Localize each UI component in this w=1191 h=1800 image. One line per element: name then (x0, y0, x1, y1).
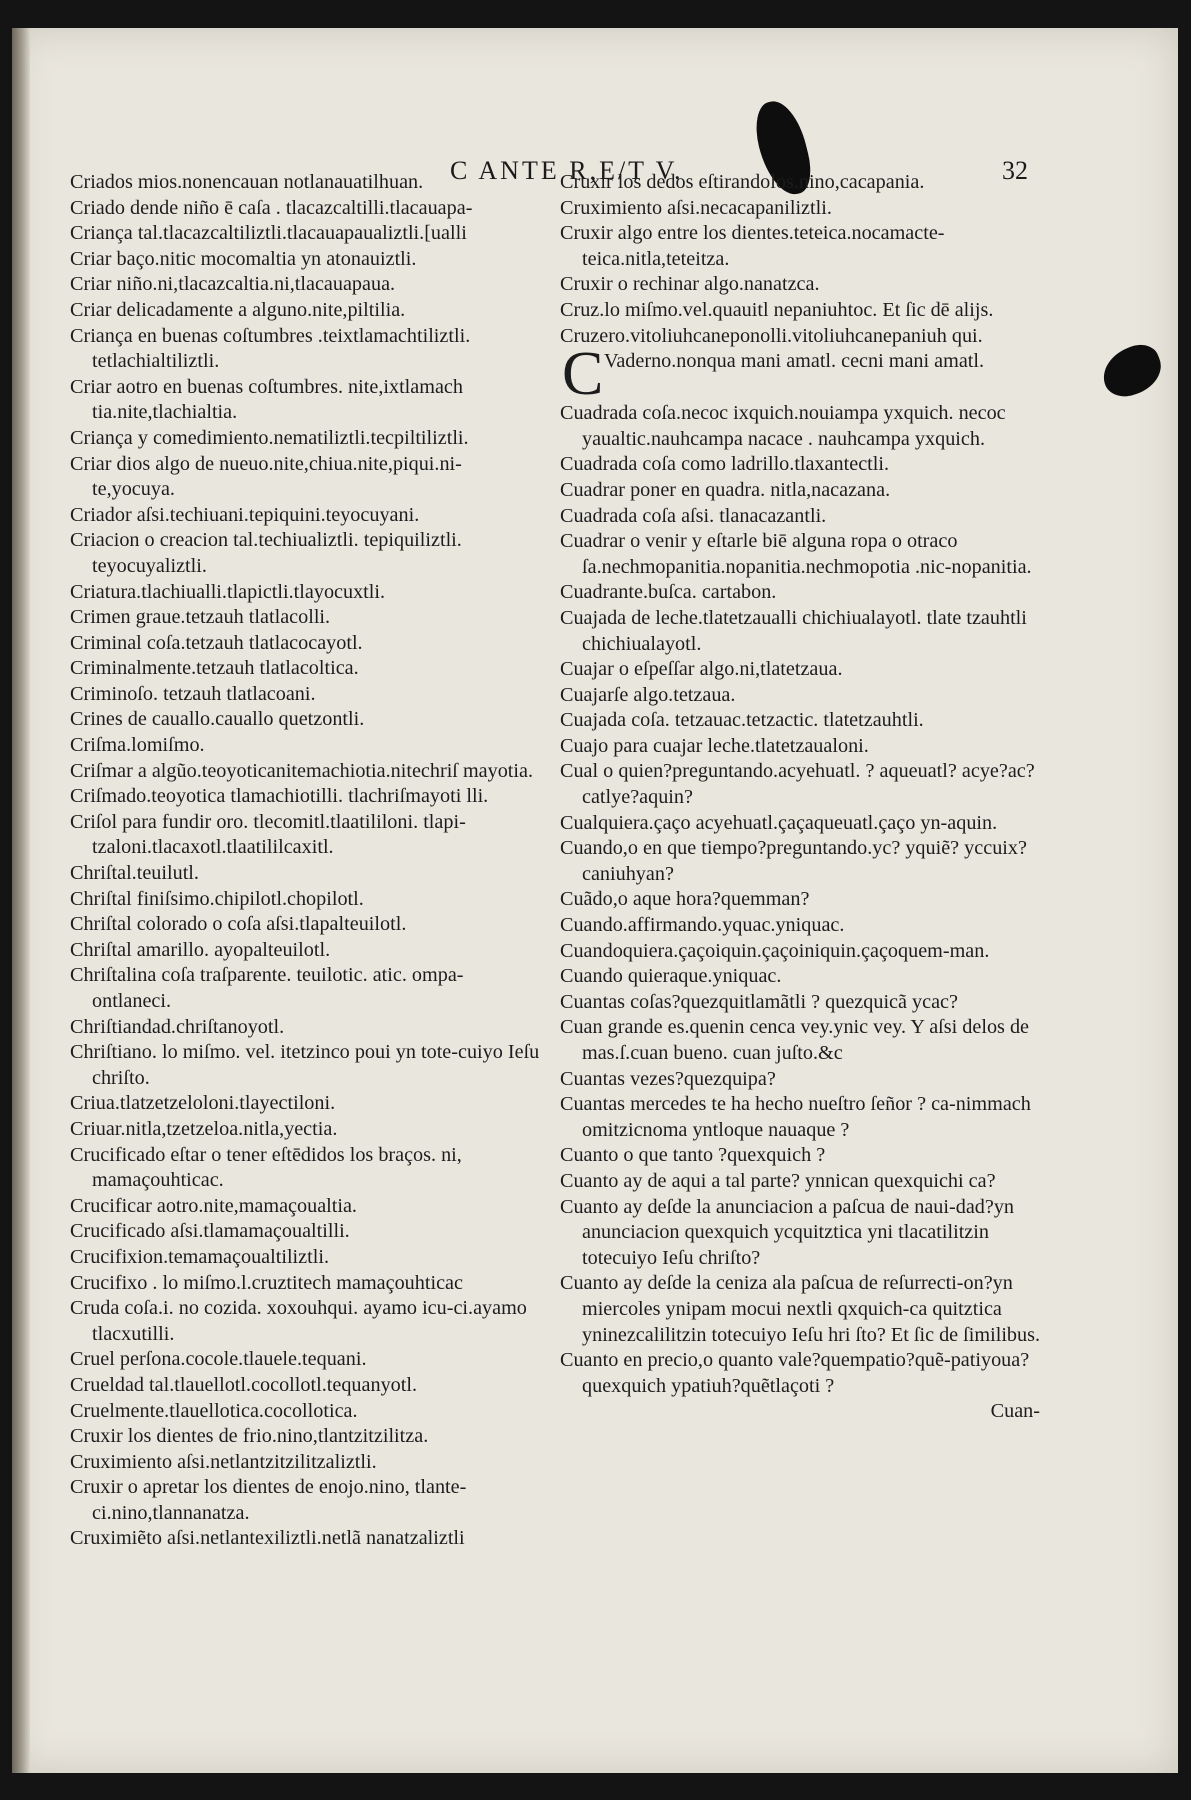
dictionary-entry: Cuajada de leche.tlatetzaualli chichiualayotl. tlate tzauhtli chichiualayotl. (560, 606, 1027, 655)
dictionary-entry: Cuadrar o venir y eſtarle biē alguna ropa o otraco ſa.nechmopanitia.nopanitia.nechmopotia .nic-nopanitia. (560, 530, 1032, 578)
page-spine-edge (12, 28, 30, 1773)
drop-cap-entry-text: Vaderno.nonqua mani amatl. cecni mani amatl. (604, 350, 985, 373)
dictionary-entry: Cuadrante.buſca. cartabon. (560, 581, 777, 604)
dictionary-entry: Criſmar a algũo.teoyoticanitemachiotia.nitechriſ mayotia. (70, 759, 534, 782)
dictionary-entry: Chriſtalina coſa traſparente. teuilotic. atic. ompa-ontlaneci. (70, 964, 464, 1012)
right-column-top-entries (560, 170, 1042, 349)
dictionary-entry: Crueldad tal.tlauellotl.cocollotl.tequanyotl. (70, 1373, 418, 1396)
dictionary-entry: Criar aotro en buenas coſtumbres. nite,ixtlamach tia.nite,tlachialtia. (70, 375, 463, 424)
catchword: Cuan- (990, 1400, 1040, 1423)
dictionary-entry: Cruelmente.tlauellotica.cocollotica. (70, 1399, 358, 1422)
dictionary-entry: Cuando.affirmando.yquac.yniquac. (560, 914, 845, 937)
dictionary-entry: Criar baço.nitic mocomaltia yn atonauiztli. (70, 247, 417, 270)
dictionary-entry: Cuantas coſas?quezquitlamãtli ? quezquicã ycac? (560, 990, 958, 1013)
dictionary-entry: Cualquiera.çaço acyehuatl.çaçaqueuatl.çaço yn-aquin. (560, 811, 998, 834)
dictionary-entry: Crucificado eſtar o tener eſtēdidos los braços. ni, mamaçouhticac. (70, 1143, 462, 1192)
dictionary-entry: Cuanto ay de aqui a tal parte? ynnican quexquichi ca? (560, 1169, 996, 1192)
dictionary-entry: Chriſtal finiſsimo.chipilotl.chopilotl. (70, 887, 364, 910)
dictionary-entry: Chriſtal colorado o coſa aſsi.tlapalteuilotl. (70, 913, 407, 936)
dictionary-entry: Chriſtiano. lo miſmo. vel. itetzinco poui yn tote-cuiyo Ieſu chriſto. (70, 1041, 540, 1089)
dictionary-entry: Cruz.lo miſmo.vel.quauitl nepaniuhtoc. Et ſic dē alijs. (560, 298, 994, 321)
dictionary-entry: Cruxir o rechinar algo.nanatzca. (560, 273, 820, 296)
dictionary-entry: Cuãdo,o aque hora?quemman? (560, 888, 810, 911)
dictionary-entry: Cuando quieraque.yniquac. (560, 965, 782, 988)
dictionary-entry: Criatura.tlachiualli.tlapictli.tlayocuxtli. (70, 580, 386, 603)
dictionary-entry: Criança en buenas coſtumbres .teixtlamachtiliztli. tetlachialtiliztli. (70, 324, 471, 373)
dictionary-entry: Chriſtiandad.chriſtanoyotl. (70, 1015, 285, 1038)
dictionary-entry: Criado dende niño ē caſa . tlacazcaltilli.tlacauapa- (70, 196, 473, 219)
dictionary-entry: Cruxir los dientes de frio.nino,tlantzitzilitza. (70, 1425, 429, 1448)
dictionary-entry: Crucificado aſsi.tlamamaçoualtilli. (70, 1220, 350, 1243)
dictionary-entry: Cruda coſa.i. no cozida. xoxouhqui. ayamo icu-ci.ayamo tlacxutilli. (70, 1297, 527, 1345)
dictionary-entry: Criar delicadamente a alguno.nite,piltilia. (70, 298, 406, 321)
dictionary-entry: Cruxir o apretar los dientes de enojo.nino, tlante-ci.nino,tlannanatza. (70, 1476, 467, 1524)
dictionary-entry: Cuan grande es.quenin cenca vey.ynic vey. Y aſsi delos de mas.ſ.cuan bueno. cuan juſto.&c (560, 1016, 1030, 1064)
dictionary-entry: Crimen graue.tetzauh tlatlacolli. (70, 606, 331, 629)
dictionary-entry: Cuadrada coſa como ladrillo.tlaxantectli. (560, 453, 890, 476)
dictionary-entry: Cuanto en precio,o quanto vale?quempatio?quẽ-patiyoua?quexquich ypatiuh?quẽtlaçoti ? (560, 1349, 1030, 1397)
dictionary-entry: Cruxir algo entre los dientes.teteica.nocamacte-teica.nitla,teteitza. (560, 222, 945, 270)
dictionary-entry: Chriſtal amarillo. ayopalteuilotl. (70, 938, 331, 961)
dictionary-entry: Crucifixion.temamaçoualtiliztli. (70, 1245, 329, 1268)
dictionary-entry: Criminal coſa.tetzauh tlatlacocayotl. (70, 631, 363, 654)
folio-number: 32 (1002, 156, 1028, 185)
dictionary-entry: Cuandoquiera.çaçoiquin.çaçoiniquin.çaçoquem-man. (560, 939, 990, 962)
dictionary-entry: Cruxir los dedos eſtirandolos.nino,cacapania. (560, 171, 925, 193)
dictionary-entry: Criſol para fundir oro. tlecomitl.tlaatililoni. tlapi-tzaloni.tlacaxotl.tlaatililcaxitl. (70, 810, 466, 859)
dictionary-entry: Crucifixo . lo miſmo.l.cruztitech mamaçouhticac (70, 1271, 463, 1294)
dictionary-entry: Cuadrada coſa aſsi. tlanacazantli. (560, 504, 827, 527)
dictionary-entry: Criminoſo. tetzauh tlatlacoani. (70, 682, 316, 705)
left-column (70, 170, 540, 1552)
dictionary-entry: Criar dios algo de nueuo.nite,chiua.nite,piqui.ni-te,yocuya. (70, 452, 462, 501)
dictionary-entry: Crines de cauallo.cauallo quetzontli. (70, 708, 365, 731)
dictionary-entry: Criança y comedimiento.nematiliztli.tecpiltiliztli. (70, 426, 469, 449)
dictionary-entry: Crucificar aotro.nite,mamaçoualtia. (70, 1194, 357, 1217)
dictionary-entry: Cuantas vezes?quezquipa? (560, 1067, 776, 1090)
dictionary-entry: Cuanto ay deſde la ceniza ala paſcua de reſurrecti-on?yn miercoles ynipam mocui nextli qxquich-ca quitztica yninezcalilitzin totecuiyo Ieſu hri ſto? Et ſic de ſimilibus. (560, 1272, 1041, 1346)
dictionary-entry: Cuando,o en que tiempo?preguntando.yc? yquiẽ? yccuix?caniuhyan? (560, 837, 1027, 885)
dictionary-entry: Cuajar o eſpeſſar algo.ni,tlatetzaua. (560, 658, 843, 681)
right-column-bottom-entries (560, 401, 1042, 1399)
right-column (560, 170, 1042, 1425)
dictionary-entry: Cuanto o que tanto ?quexquich ? (560, 1144, 826, 1167)
dictionary-entry: Criar niño.ni,tlacazcaltia.ni,tlacauapaua. (70, 273, 396, 296)
dictionary-entry: Cuanto ay deſde la anunciacion a paſcua de naui-dad?yn anunciacion quexquich ycquitztica yni tlacatilitzin totecuiyo Ieſu chriſto? (560, 1195, 1015, 1269)
dictionary-entry: Cuadrar poner en quadra. nitla,nacazana. (560, 478, 891, 501)
dictionary-entry: Criacion o creacion tal.techiualiztli. tepiquiliztli. teyocuyaliztli. (70, 529, 462, 577)
dictionary-entry: Cruximiẽto aſsi.netlantexiliztli.netlã nanatzaliztli (70, 1527, 465, 1550)
dictionary-entry: Cruximiento aſsi.necacapaniliztli. (560, 196, 832, 219)
dictionary-entry: Criſma.lomiſmo. (70, 734, 205, 757)
dictionary-entry: Criados mios.nonencauan notlanauatilhuan. (70, 171, 424, 193)
dictionary-entry: Chriſtal.teuilutl. (70, 862, 199, 885)
dictionary-entry: Cual o quien?preguntando.acyehuatl. ? aqueuatl? acye?ac?catlye?aquin? (560, 760, 1035, 809)
drop-cap-entry (560, 340, 1042, 409)
dictionary-entry: Criſmado.teoyotica tlamachiotilli. tlachriſmayoti lli. (70, 785, 489, 808)
ink-blot (1096, 338, 1169, 403)
running-head: C ANTE R,E/T V. (450, 156, 684, 185)
dictionary-entry: Criminalmente.tetzauh tlatlacoltica. (70, 657, 359, 680)
dictionary-entry: Cuadrada coſa.necoc ixquich.nouiampa yxquich. necoc yaualtic.nauhcampa nacace . nauhcampa yxquich. (560, 402, 1006, 450)
drop-cap: C (562, 340, 604, 409)
dictionary-entry: Cuajada coſa. tetzauac.tetzactic. tlatetzauhtli. (560, 709, 924, 732)
dictionary-entry: Cruximiento aſsi.netlantzitzilitzaliztli. (70, 1450, 377, 1473)
dictionary-entry: Criador aſsi.techiuani.tepiquini.teyocuyani. (70, 503, 420, 526)
dictionary-entry: Cuajo para cuajar leche.tlatetzaualoni. (560, 734, 869, 757)
dictionary-entry: Criua.tlatzetzeloloni.tlayectiloni. (70, 1092, 336, 1115)
dictionary-entry: Cuajarſe algo.tetzaua. (560, 683, 736, 706)
dictionary-entry: Cruel perſona.cocole.tlauele.tequani. (70, 1348, 367, 1371)
dictionary-entry: Criança tal.tlacazcaltiliztli.tlacauapaualiztli.[ualli (70, 222, 467, 245)
dictionary-entry: Criuar.nitla,tzetzeloa.nitla,yectia. (70, 1117, 338, 1140)
dictionary-entry: Cuantas mercedes te ha hecho nueſtro ſeñor ? ca-nimmach omitzicnoma yntloque nauaque ? (560, 1093, 1031, 1141)
dictionary-entry: Cruzero.vitoliuhcaneponolli.vitoliuhcanepaniuh qui. (560, 324, 983, 347)
